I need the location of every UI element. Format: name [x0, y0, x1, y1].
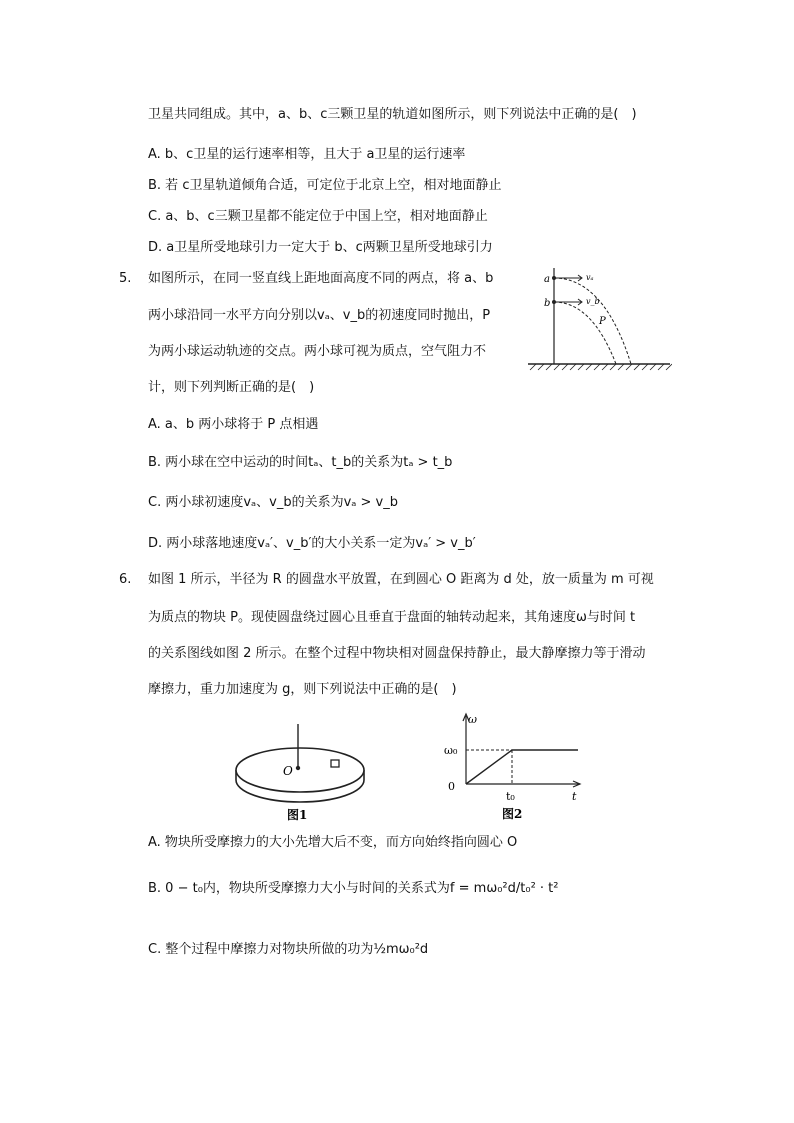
trajectory-b — [554, 302, 616, 364]
label-omega: ω — [468, 713, 477, 726]
q5-option-b: B. 两小球在空中运动的时间tₐ、t_b的关系为tₐ > t_b — [148, 455, 453, 470]
label-omega0: ω₀ — [444, 744, 458, 757]
figure-2-caption: 图2 — [502, 807, 523, 821]
q6-number: 6. — [119, 572, 132, 587]
ball-b — [552, 300, 556, 304]
label-va: vₐ — [586, 273, 594, 282]
q6-stem-line-3: 的关系图线如图 2 所示。在整个过程中物块相对圆盘保持静止，最大静摩擦力等于滑动 — [148, 646, 646, 661]
q5-figure — [524, 264, 672, 374]
label-O: O — [283, 764, 293, 778]
q5-stem-line-1: 如图所示，在同一竖直线上距地面高度不同的两点，将 a、b — [148, 271, 494, 286]
q4-option-d: D. a卫星所受地球引力一定大于 b、c两颗卫星所受地球引力 — [148, 240, 493, 255]
intro-line: 卫星共同组成。其中，a、b、c三颗卫星的轨道如图所示，则下列说法中正确的是( ) — [148, 107, 637, 122]
q5-stem-line-2: 两小球沿同一水平方向分别以vₐ、v_b的初速度同时抛出，P — [148, 308, 491, 323]
q6-option-c: C. 整个过程中摩擦力对物块所做的功为½mω₀²d — [148, 942, 429, 957]
q4-option-b: B. 若 c卫星轨道倾角合适，可定位于北京上空，相对地面静止 — [148, 178, 502, 193]
label-b: b — [544, 298, 551, 309]
label-a: a — [544, 274, 550, 285]
label-zero: 0 — [448, 780, 455, 793]
q5-option-d: D. 两小球落地速度vₐ′、v_b′的大小关系一定为vₐ′ > v_b′ — [148, 536, 476, 551]
q6-stem-line-2: 为质点的物块 P。现使圆盘绕过圆心且垂直于盘面的轴转动起来，其角速度ω与时间 t — [148, 610, 636, 625]
q5-option-c: C. 两小球初速度vₐ、v_b的关系为vₐ > v_b — [148, 495, 398, 510]
q6-stem-line-4: 摩擦力，重力加速度为 g，则下列说法中正确的是( ) — [148, 682, 457, 697]
q6-stem-line-1: 如图 1 所示，半径为 R 的圆盘水平放置，在到圆心 O 距离为 d 处，放一质量为 m 可视 — [148, 572, 654, 587]
trajectory-a — [554, 278, 631, 364]
q5-number: 5. — [119, 271, 132, 286]
q6-option-b: B. 0 − t₀内，物块所受摩擦力大小与时间的关系式为f = mω₀²d/t₀² · t² — [148, 881, 559, 896]
label-t: t — [572, 790, 577, 803]
q5-option-a: A. a、b 两小球将于 P 点相遇 — [148, 417, 319, 432]
figure-2-graph — [438, 708, 588, 828]
q5-stem-line-4: 计，则下列判断正确的是( ) — [148, 380, 315, 395]
q6-option-a: A. 物块所受摩擦力的大小先增大后不变，而方向始终指向圆心 O — [148, 835, 518, 850]
figure-1-disc — [230, 720, 370, 826]
q5-stem-line-3: 为两小球运动轨迹的交点。两小球可视为质点，空气阻力不 — [148, 344, 487, 359]
omega-curve — [466, 750, 578, 784]
center-dot — [296, 766, 300, 770]
label-t0: t₀ — [506, 790, 515, 803]
disc-top — [236, 748, 364, 792]
figure-1-caption: 图1 — [287, 808, 308, 822]
q4-option-a: A. b、c卫星的运行速率相等，且大于 a卫星的运行速率 — [148, 147, 466, 162]
ball-a — [552, 276, 556, 280]
ground-hatch — [530, 364, 672, 370]
label-P: P — [599, 316, 606, 327]
label-vb: v_b — [586, 297, 600, 306]
q4-option-c: C. a、b、c三颗卫星都不能定位于中国上空，相对地面静止 — [148, 209, 488, 224]
